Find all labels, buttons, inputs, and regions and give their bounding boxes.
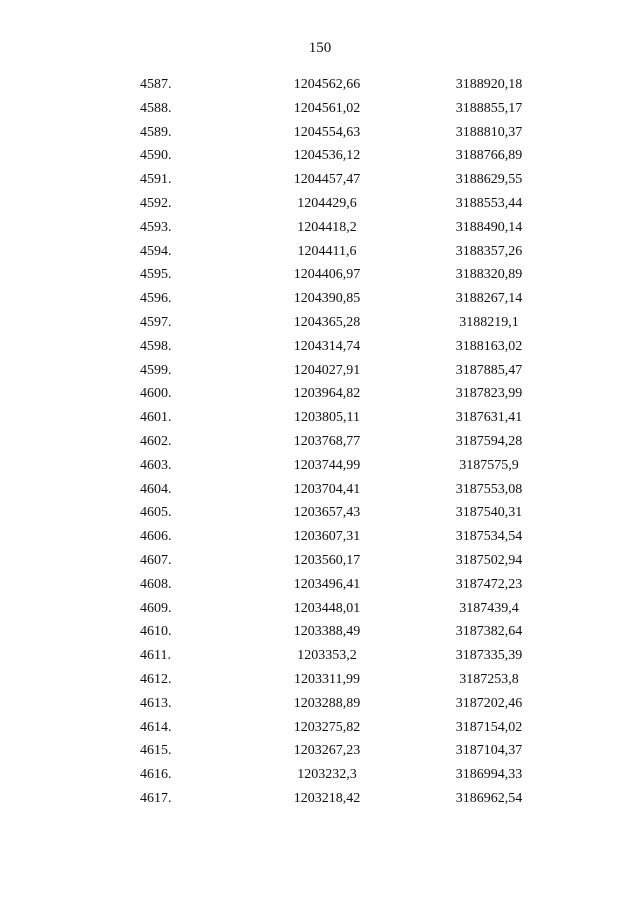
- table-row: [0, 478, 640, 502]
- table-row: [0, 406, 640, 430]
- x-coordinate: 1204390,85: [293, 291, 361, 307]
- table-row: [0, 192, 640, 216]
- y-coordinate: 3187631,41: [455, 410, 523, 426]
- y-coordinate: 3187253,8: [459, 671, 519, 687]
- x-coordinate: 1204561,02: [293, 100, 361, 116]
- point-number: 4595.: [140, 267, 172, 283]
- table-row: [0, 573, 640, 597]
- point-number: 4609.: [140, 600, 172, 616]
- table-row: [0, 73, 640, 97]
- table-row: [0, 97, 640, 121]
- x-coordinate: 1203232,3: [297, 767, 357, 783]
- y-coordinate: 3187502,94: [455, 552, 523, 568]
- table-row: [0, 168, 640, 192]
- x-coordinate: 1203275,82: [293, 719, 361, 735]
- point-number: 4617.: [140, 790, 172, 806]
- y-coordinate: 3188810,37: [455, 124, 523, 140]
- point-number: 4605.: [140, 505, 172, 521]
- y-coordinate: 3187104,37: [455, 743, 523, 759]
- y-coordinate: 3188163,02: [455, 338, 523, 354]
- y-coordinate: 3187534,54: [455, 529, 523, 545]
- table-row: [0, 597, 640, 621]
- x-coordinate: 1204536,12: [293, 148, 361, 164]
- point-number: 4615.: [140, 743, 172, 759]
- point-number: 4600.: [140, 386, 172, 402]
- y-coordinate: 3187335,39: [455, 648, 523, 664]
- x-coordinate: 1204406,97: [293, 267, 361, 283]
- page-number: 150: [308, 40, 332, 56]
- table-row: [0, 430, 640, 454]
- x-coordinate: 1204411,6: [297, 243, 357, 259]
- table-row: [0, 287, 640, 311]
- table-row: [0, 787, 640, 811]
- point-number: 4603.: [140, 457, 172, 473]
- y-coordinate: 3188490,14: [455, 219, 523, 235]
- table-row: [0, 763, 640, 787]
- table-row: [0, 620, 640, 644]
- y-coordinate: 3188553,44: [455, 195, 523, 211]
- table-row: [0, 382, 640, 406]
- x-coordinate: 1204027,91: [293, 362, 361, 378]
- point-number: 4589.: [140, 124, 172, 140]
- table-row: [0, 716, 640, 740]
- x-coordinate: 1203964,82: [293, 386, 361, 402]
- point-number: 4591.: [140, 172, 172, 188]
- y-coordinate: 3186962,54: [455, 790, 523, 806]
- y-coordinate: 3187382,64: [455, 624, 523, 640]
- x-coordinate: 1204314,74: [293, 338, 361, 354]
- point-number: 4613.: [140, 695, 172, 711]
- point-number: 4614.: [140, 719, 172, 735]
- x-coordinate: 1204457,47: [293, 172, 361, 188]
- point-number: 4612.: [140, 671, 172, 687]
- point-number: 4610.: [140, 624, 172, 640]
- x-coordinate: 1203704,41: [293, 481, 361, 497]
- y-coordinate: 3187154,02: [455, 719, 523, 735]
- y-coordinate: 3188219,1: [459, 314, 519, 330]
- y-coordinate: 3186994,33: [455, 767, 523, 783]
- x-coordinate: 1203607,31: [293, 529, 361, 545]
- y-coordinate: 3187540,31: [455, 505, 523, 521]
- x-coordinate: 1203657,43: [293, 505, 361, 521]
- x-coordinate: 1203353,2: [297, 648, 357, 664]
- point-number: 4611.: [140, 648, 171, 664]
- point-number: 4594.: [140, 243, 172, 259]
- x-coordinate: 1203744,99: [293, 457, 361, 473]
- y-coordinate: 3188357,26: [455, 243, 523, 259]
- y-coordinate: 3187202,46: [455, 695, 523, 711]
- point-number: 4587.: [140, 77, 172, 92]
- x-coordinate: 1203311,99: [294, 671, 360, 687]
- point-number: 4607.: [140, 552, 172, 568]
- point-number: 4602.: [140, 433, 172, 449]
- point-number: 4608.: [140, 576, 172, 592]
- x-coordinate: 1203288,89: [293, 695, 361, 711]
- x-coordinate: 1203496,41: [293, 576, 361, 592]
- y-coordinate: 3187553,08: [455, 481, 523, 497]
- point-number: 4599.: [140, 362, 172, 378]
- coordinate-table: [0, 73, 640, 811]
- y-coordinate: 3187885,47: [455, 362, 523, 378]
- y-coordinate: 3188855,17: [455, 100, 523, 116]
- y-coordinate: 3187594,28: [455, 433, 523, 449]
- y-coordinate: 3187472,23: [455, 576, 523, 592]
- table-row: [0, 501, 640, 525]
- x-coordinate: 1204562,66: [293, 77, 361, 92]
- x-coordinate: 1203218,42: [293, 790, 361, 806]
- x-coordinate: 1203448,01: [293, 600, 361, 616]
- y-coordinate: 3188320,89: [455, 267, 523, 283]
- point-number: 4590.: [140, 148, 172, 164]
- x-coordinate: 1204429,6: [297, 195, 357, 211]
- point-number: 4597.: [140, 314, 172, 330]
- table-row: [0, 144, 640, 168]
- x-coordinate: 1203388,49: [293, 624, 361, 640]
- table-row: [0, 240, 640, 264]
- table-row: [0, 739, 640, 763]
- x-coordinate: 1204365,28: [293, 314, 361, 330]
- x-coordinate: 1204554,63: [293, 124, 361, 140]
- y-coordinate: 3187823,99: [455, 386, 523, 402]
- point-number: 4592.: [140, 195, 172, 211]
- table-row: [0, 692, 640, 716]
- x-coordinate: 1203267,23: [293, 743, 361, 759]
- x-coordinate: 1203560,17: [293, 552, 361, 568]
- y-coordinate: 3187575,9: [459, 457, 519, 473]
- y-coordinate: 3188629,55: [455, 172, 523, 188]
- table-row: [0, 549, 640, 573]
- table-row: [0, 525, 640, 549]
- y-coordinate: 3188267,14: [455, 291, 523, 307]
- table-row: [0, 121, 640, 145]
- table-row: [0, 454, 640, 478]
- point-number: 4616.: [140, 767, 172, 783]
- point-number: 4593.: [140, 219, 172, 235]
- table-row: [0, 263, 640, 287]
- x-coordinate: 1203805,11: [294, 410, 360, 426]
- y-coordinate: 3188766,89: [455, 148, 523, 164]
- y-coordinate: 3187439,4: [459, 600, 519, 616]
- point-number: 4604.: [140, 481, 172, 497]
- point-number: 4601.: [140, 410, 172, 426]
- x-coordinate: 1204418,2: [297, 219, 357, 235]
- point-number: 4596.: [140, 291, 172, 307]
- point-number: 4598.: [140, 338, 172, 354]
- point-number: 4606.: [140, 529, 172, 545]
- table-row: [0, 668, 640, 692]
- x-coordinate: 1203768,77: [293, 433, 361, 449]
- table-row: [0, 216, 640, 240]
- point-number: 4588.: [140, 100, 172, 116]
- table-row: [0, 335, 640, 359]
- table-row: [0, 359, 640, 383]
- table-row: [0, 644, 640, 668]
- table-row: [0, 311, 640, 335]
- y-coordinate: 3188920,18: [455, 77, 523, 92]
